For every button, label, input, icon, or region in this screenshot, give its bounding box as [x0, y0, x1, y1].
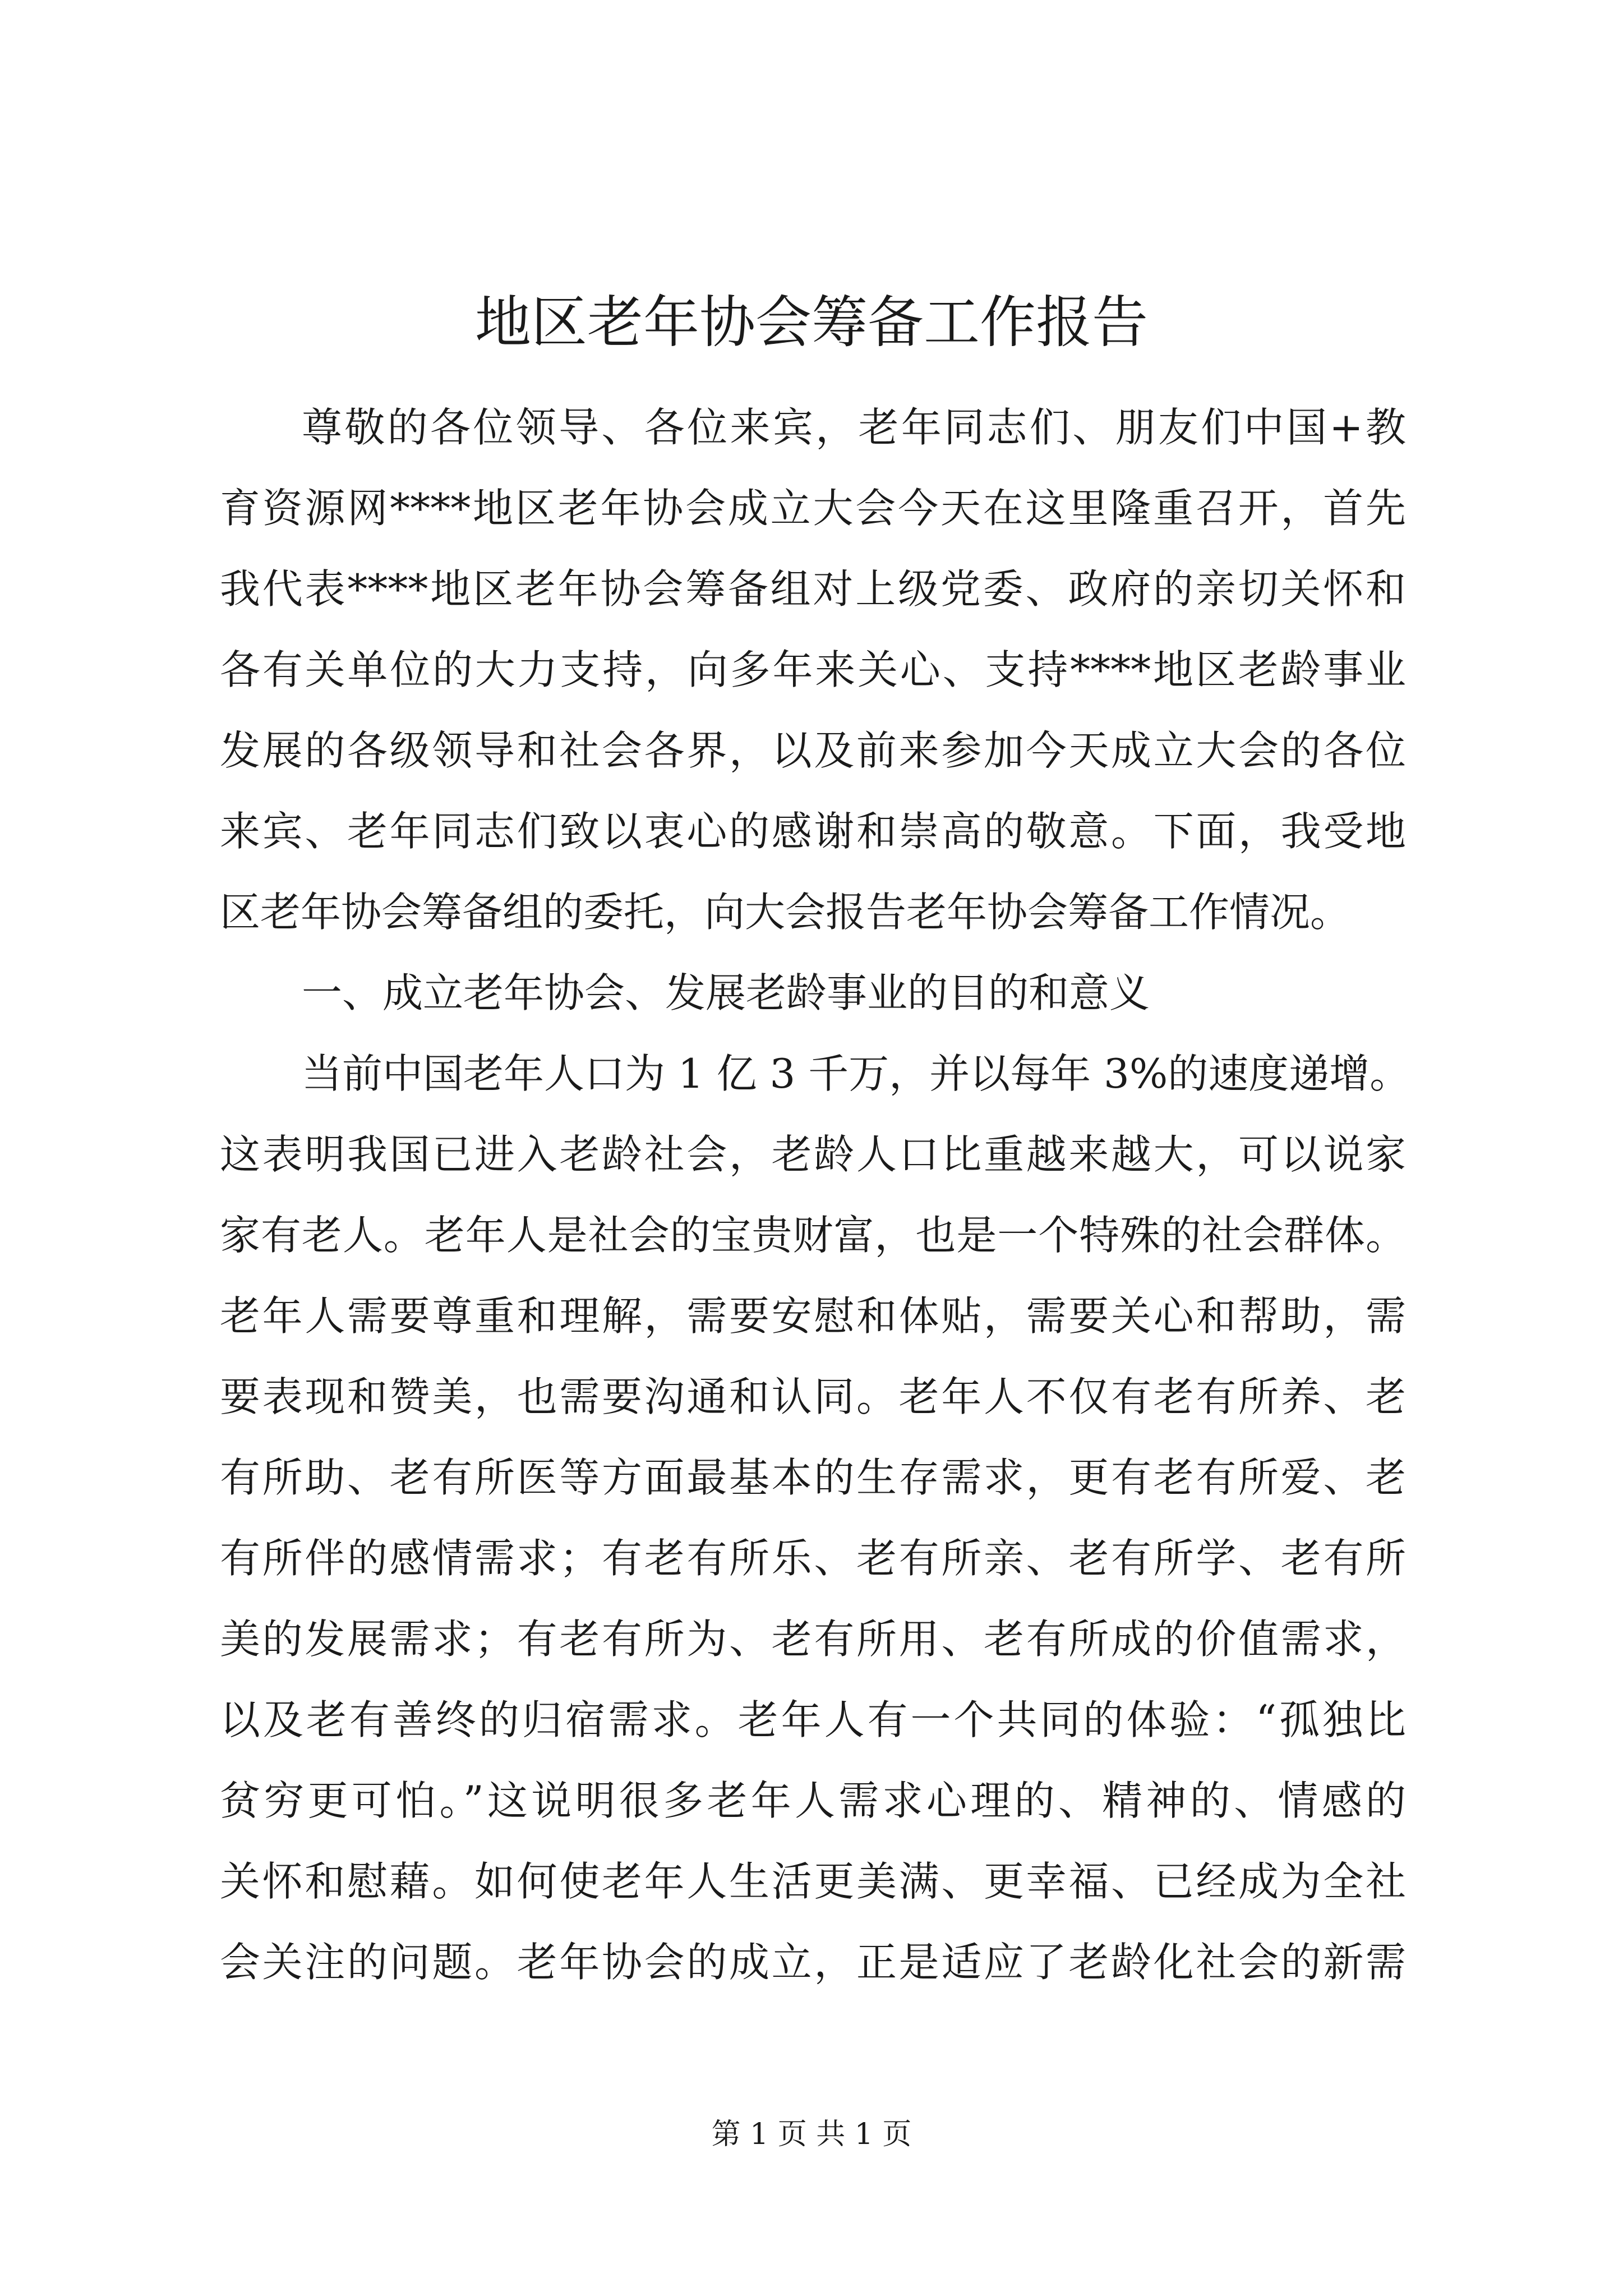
text-line: 老年人需要尊重和理解，需要安慰和体贴，需要关心和帮助，需	[220, 1292, 1406, 1340]
text-line: 区老年协会筹备组的委托，向大会报告老年协会筹备工作情况。	[220, 889, 1351, 936]
text-line: 这表明我国已进入老龄社会，老龄人口比重越来越大，可以说家	[220, 1131, 1406, 1178]
text-line: 关怀和慰藉。如何使老年人生活更美满、更幸福、已经成为全社	[220, 1858, 1406, 1905]
text-line: 各有关单位的大力支持，向多年来关心、支持****地区老龄事业	[220, 646, 1406, 693]
text-line: 尊敬的各位领导、各位来宾，老年同志们、朋友们中国+教	[302, 404, 1406, 451]
text-line: 以及老有善终的归宿需求。老年人有一个共同的体验：“孤独比	[220, 1696, 1406, 1743]
text-line: 当前中国老年人口为 1 亿 3 千万，并以每年 3%的速度递增。	[302, 1050, 1410, 1097]
text-line: 育资源网****地区老年协会成立大会今天在这里隆重召开，首先	[220, 485, 1406, 532]
text-line: 来宾、老年同志们致以衷心的感谢和崇高的敬意。下面，我受地	[220, 808, 1406, 855]
document-body	[220, 387, 1410, 2003]
page-footer: 第 1 页 共 1 页	[711, 2118, 912, 2151]
text-line: 有所助、老有所医等方面最基本的生存需求，更有老有所爱、老	[220, 1454, 1406, 1501]
text-line: 美的发展需求；有老有所为、老有所用、老有所成的价值需求，	[220, 1616, 1406, 1663]
text-line: 发展的各级领导和社会各界，以及前来参加今天成立大会的各位	[220, 727, 1406, 774]
text-line: 有所伴的感情需求；有老有所乐、老有所亲、老有所学、老有所	[220, 1535, 1406, 1582]
text-line: 要表现和赞美，也需要沟通和认同。老年人不仅有老有所养、老	[220, 1373, 1406, 1420]
document-title: 地区老年协会筹备工作报告	[475, 289, 1148, 355]
text-line: 家有老人。老年人是社会的宝贵财富，也是一个特殊的社会群体。	[220, 1212, 1406, 1259]
text-line: 会关注的问题。老年协会的成立，正是适应了老龄化社会的新需	[220, 1939, 1406, 1986]
text-line: 贫穷更可怕。”这说明很多老年人需求心理的、精神的、情感的	[220, 1777, 1406, 1824]
text-line: 我代表****地区老年协会筹备组对上级党委、政府的亲切关怀和	[220, 565, 1406, 613]
section-heading: 一、成立老年协会、发展老龄事业的目的和意义	[302, 969, 1150, 1016]
